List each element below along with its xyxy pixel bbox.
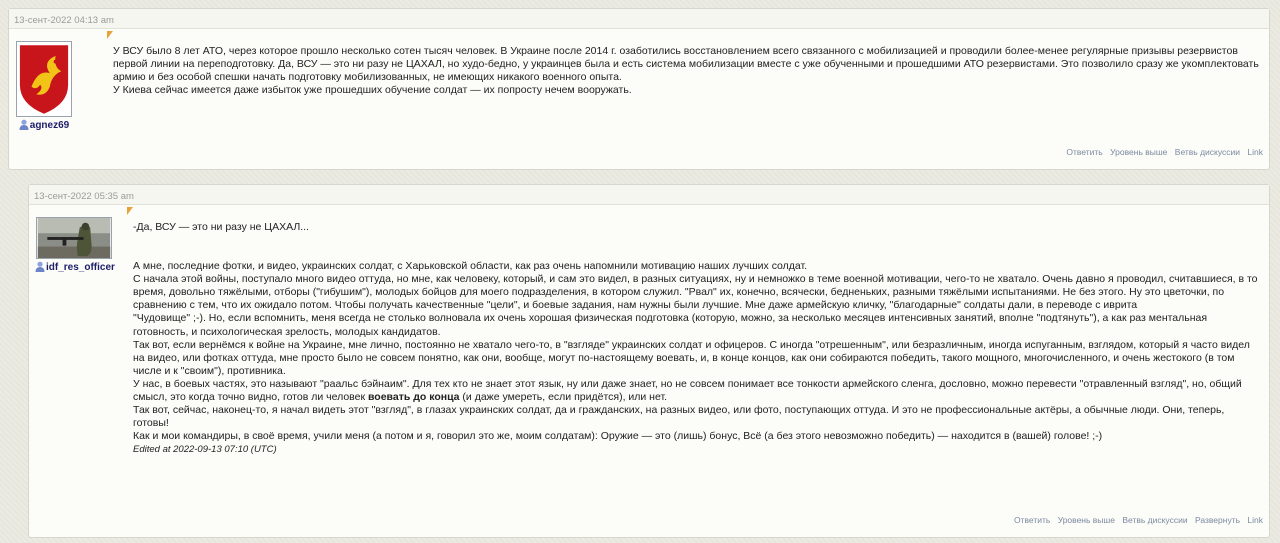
parent-link[interactable]: Уровень выше [1057,515,1115,525]
bold-text: воевать до конца [367,391,460,404]
paragraph: С начала этой войны, поступало много видео оттуда, но мне, как человеку, который, и сам это видел, в разных ситуациях, ну и немножко в теме военной мотивации, чего-то не хватало. Очень давно я проводил, считавшиеся, в то время, довольно тяжёлыми, отборы ("гибушим"), молодых бойцов для моего подразделения, в котором служил. "Рвал" их, конечно, всячески, бедненьких, разными тяжёлыми испытаниями. Не без этого. Ну это цветочки, по сравнению с тем, что их ожидало потом. Чтобы получать качественные "цели", и боевые задания, нам нужны были лучшие. Мне даже армейскую кличку, "благодарные" солдаты дали, в переводе с иврита [133,273,1258,312]
comment-date: 13-сент-2022 04:13 am [9,9,1269,29]
quote-line: -Да, ВСУ — это ни разу не ЦАХАЛ... [133,221,309,233]
comment-actions [1009,515,1263,525]
paragraph: Так вот, сейчас, наконец-то, я начал видеть этот "взгляд", в глазах украинских солдат, да и гражданских, на разных видео, или фото, поступающих оттуда. И это не профессиональные актёры, а обычные люди. Они, теперь, готовы! [133,404,1225,430]
paragraph: А мне, последние фотки, и видео, украинских солдат, с Харьковской области, как раз очень напомнили мотивацию наших лучших солдат. [133,260,808,273]
permalink[interactable]: Link [1247,147,1263,157]
parent-link[interactable]: Уровень выше [1110,147,1168,157]
expand-link[interactable]: Развернуть [1194,515,1241,525]
comment-marker [107,31,113,39]
paragraph: Как и мои командиры, в своё время, учили меня (а потом и я, говорил это же, моим солдатам): Оружие — это (лишь) бонус, Всё (а без этого невозможно победить) — находится в (вашей) голове! ;-) [133,430,1103,443]
paragraph: У Киева сейчас имеется даже избыток уже прошедших обучение солдат — их попросту нечем вооружать. [113,84,632,97]
username-line [15,119,73,131]
comment-text [133,221,1263,457]
soldier-avatar-icon[interactable] [36,217,112,259]
shield-avatar-icon[interactable] [16,41,72,117]
permalink[interactable]: Link [1247,515,1263,525]
paragraph [133,378,1263,404]
reply-link[interactable]: Ответить [1013,515,1051,525]
thread-link[interactable]: Ветвь дискуссии [1174,147,1241,157]
user-icon[interactable] [35,261,45,272]
paragraph: У ВСУ было 8 лет АТО, через которое прошло несколько сотен тысяч человек. В Украине после 2014 г. озаботились восстановлением всего связанного с мобилизацией и проводили более-менее регулярные призывы резервистов первой линии на переподготовку. Да, ВСУ — это ни разу не ЦАХАЛ, но худо-бедно, у украинцев была и есть система мобилизации вместе с уже обученными и прошедшими АТО резервистами. Это позволило сразу же укомплектовать армию и без особой спешки начать подготовку мобилизованных, не имеющих никакого военного опыта. [113,45,1259,84]
comment-1 [8,8,1270,170]
comment-date: 13-сент-2022 05:35 am [29,185,1269,205]
reply-link[interactable]: Ответить [1066,147,1103,157]
paragraph: "Чудовище" ;-). Но, если вспомнить, меня всегда не столько волновала их очень хорошая физическая подготовка (которую, можно, за несколько месяцев интенсивных занятий, вполне "подтянуть"), а как раз ментальная готовность, и психологическая зрелость, молодых кандидатов. [133,312,1208,338]
comment-actions [1061,147,1263,157]
spacer [133,234,1263,260]
comment-marker [127,207,133,215]
paragraph: Так вот, если вернёмся к войне на Украине, мне лично, постоянно не хватало чего-то, в "взгляде" украинских солдат и офицеров. С иногда "отрешенным", или безразличным, иногда испуганным, взглядом, который я часто видел на видео, или фотках оттуда, мне просто было не совсем понятно, как они, вообще, могут по-настоящему воевать, и, в конце концов, как они собираются победить, такого мощного, многочисленного, и очень жестокого (в том числе и к "своим"), противника. [133,338,1250,377]
username-link[interactable]: idf_res_officer [46,262,115,273]
user-info [15,41,73,131]
thread-link[interactable]: Ветвь дискуссии [1122,515,1188,525]
comment-text [113,45,1263,97]
paragraph-text: (и даже умереть, если придётся), или нет. [459,391,668,404]
paragraph-text: У нас, в боевых частях, это называют "раальс бэйнаим". Для тех кто не знает этот язык, ну или даже знает, но не совсем понимает все тонкости армейского сленга, дословно, можно перевести "отравленный взгляд", но, общий смысл, это когда точно видно, готов ли человек [133,377,1242,404]
edited-note: Edited at 2022-09-13 07:10 (UTC) [133,444,277,456]
user-icon[interactable] [19,119,29,130]
username-link[interactable]: agnez69 [29,120,70,131]
user-info [35,217,113,273]
username-line [35,261,113,273]
comment-2 [28,184,1270,538]
